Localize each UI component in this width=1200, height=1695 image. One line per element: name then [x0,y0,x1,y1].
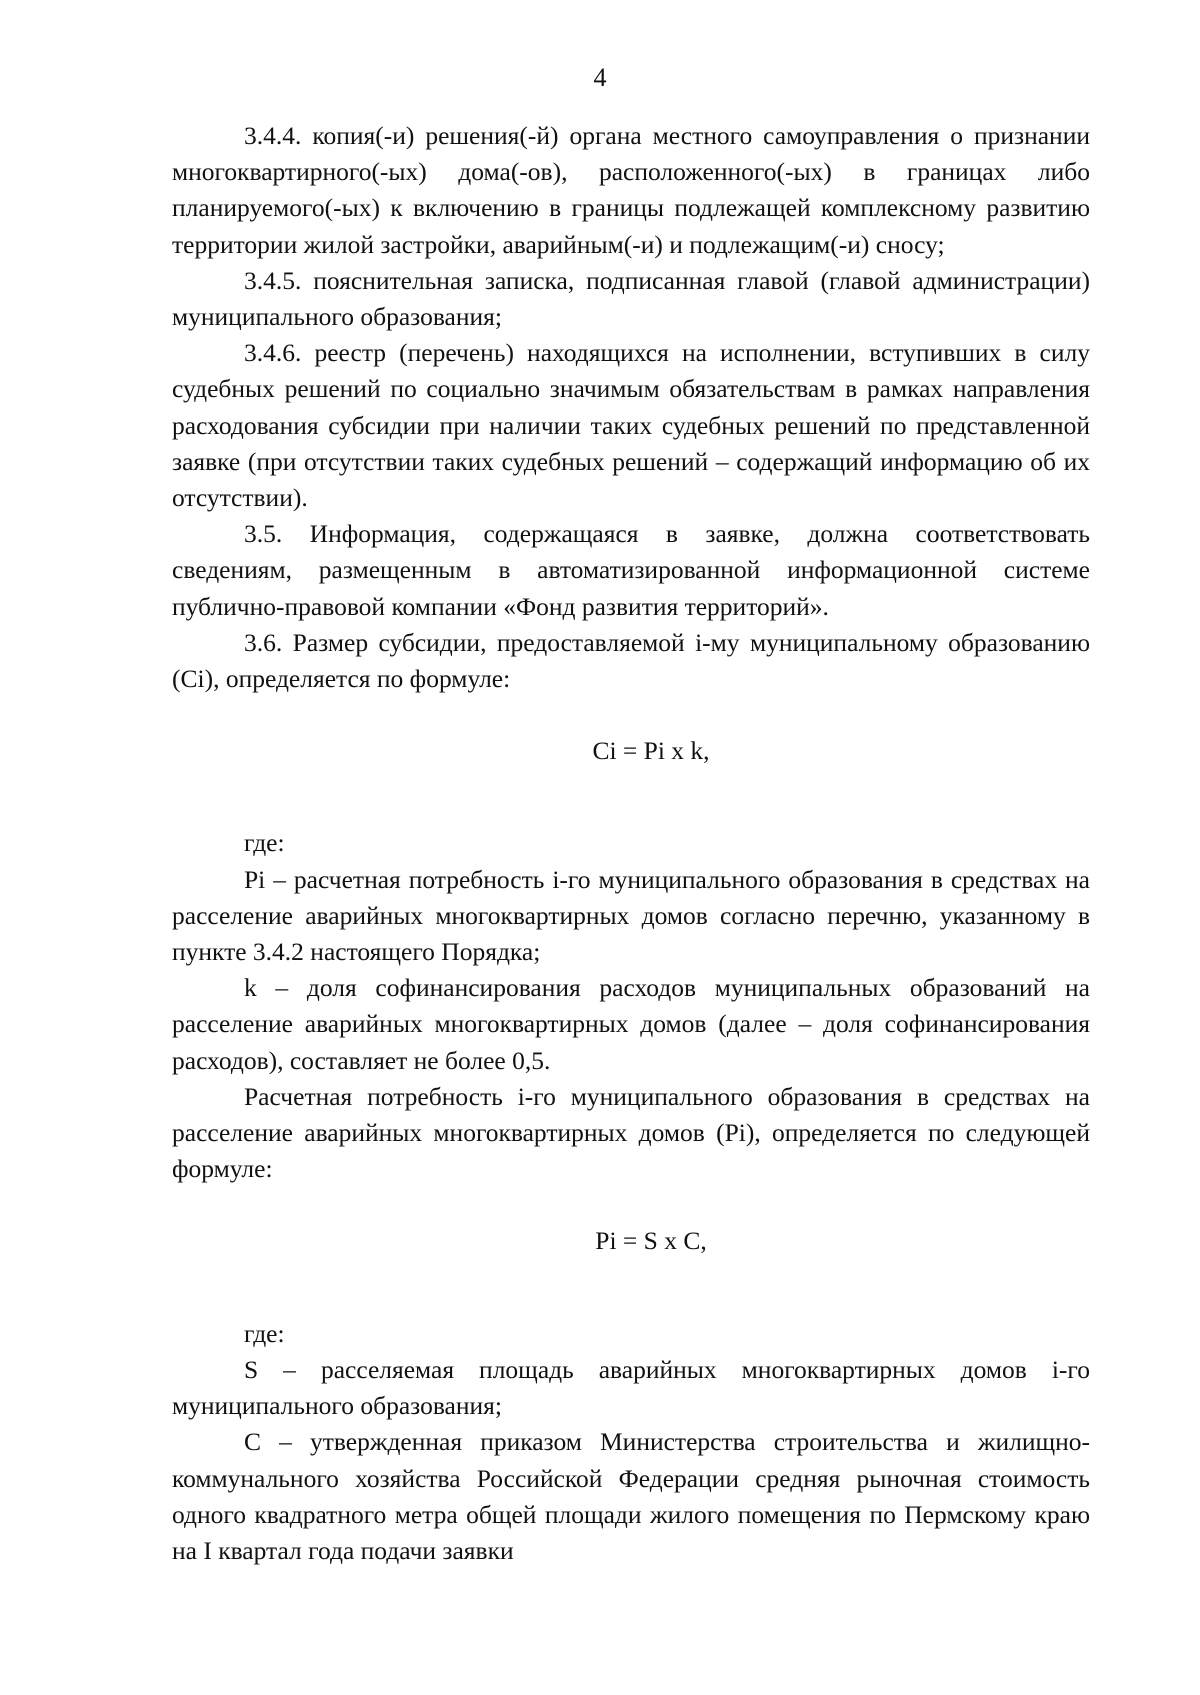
paragraph-calc-need: Расчетная потребность i-го муниципального образования в средствах на расселение аварийных многоквартирных домов (Pi), определяется по следующей формуле: [172,1081,1090,1184]
paragraph-3-5: 3.5. Информация, содержащаяся в заявке, должна соответствовать сведениям, размещенным в автоматизированной информационной системе публично-правовой компании «Фонд развития территорий». [172,519,1090,621]
definition-s: S – расселяемая площадь аварийных многоквартирных домов i-го муниципального образования; [172,1354,1090,1421]
formula-ci: Ci = Pi x k, [592,736,710,766]
paragraph-3-4-4: 3.4.4. копия(-и) решения(-й) органа местного самоуправления о признании многоквартирного(-ых) дома(-ов), расположенного(-ых) в границах либо планируемого(-ых) к включению в границы подлежащей комплексному развитию территории жилой застройки, аварийным(-и) и подлежащим(-и) сносу; [172,121,1090,259]
page-number: 4 [593,63,607,92]
formula-pi: Pi = S x C, [595,1226,707,1256]
paragraph-3-4-5: 3.4.5. пояснительная записка, подписанная главой (главой администрации) муниципального образования; [172,265,1090,332]
definition-c: C – утвержденная приказом Министерства строительства и жилищно-коммунального хозяйства Российской Федерации средняя рыночная стоимость одного квадратного метра общей площади жилого помещения по Пермскому краю на I квартал года подачи заявки [172,1427,1090,1565]
definition-pi: Pi – расчетная потребность i-го муниципального образования в средствах на расселение аварийных многоквартирных домов согласно перечню, указанному в пункте 3.4.2 настоящего Порядка; [172,864,1090,967]
paragraph-3-6: 3.6. Размер субсидии, предоставляемой i-му муниципальному образованию (Ci), определяется по формуле: [172,627,1090,694]
paragraph-3-4-6: 3.4.6. реестр (перечень) находящихся на исполнении, вступивших в силу судебных решений по социально значимым обязательствам в рамках направления расходования субсидии при наличии таких судебных решений по представленной заявке (при отсутствии таких судебных решений – содержащий информацию об их отсутствии). [172,338,1090,513]
where-label-2: где: [244,1318,285,1348]
where-label: где: [244,828,285,858]
document-body [172,118,1090,1569]
definition-k: k – доля софинансирования расходов муниципальных образований на расселение аварийных многоквартирных домов (далее – доля софинансирования расходов), составляет не более 0,5. [172,973,1090,1075]
